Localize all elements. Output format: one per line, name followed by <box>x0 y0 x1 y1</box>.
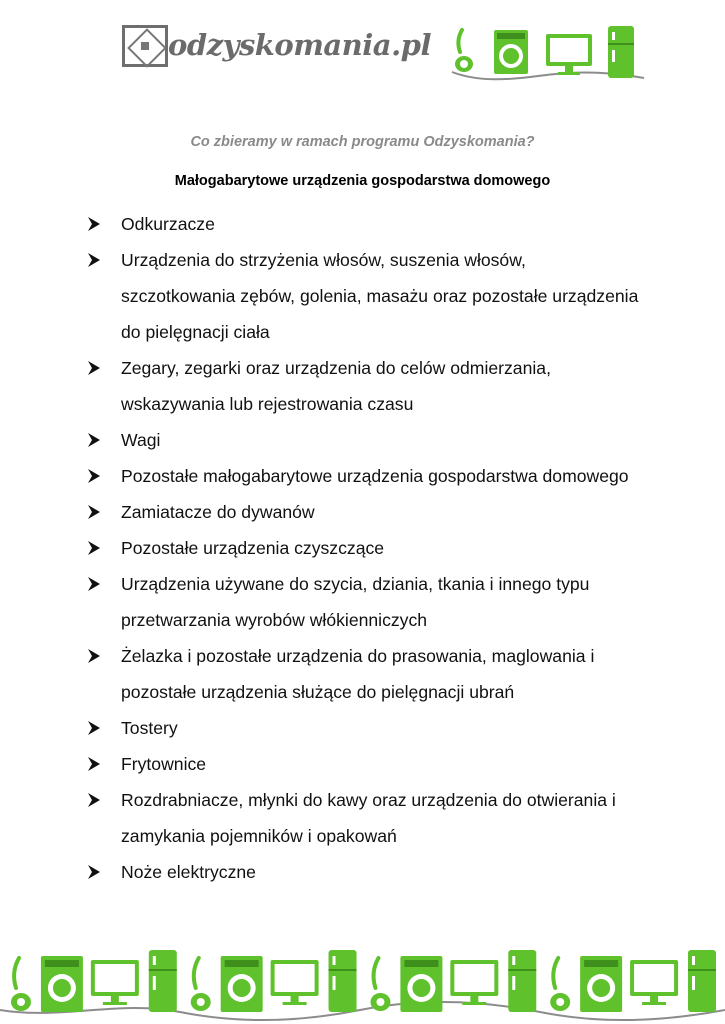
list-item <box>84 566 684 638</box>
list-item-text: Frytownice <box>121 754 207 774</box>
tv-icon <box>271 960 319 1005</box>
list-item-text: Pozostałe urządzenia czyszczące <box>121 538 385 558</box>
washing-machine-icon <box>41 956 83 1012</box>
vacuum-icon <box>370 958 390 1011</box>
list-item-text: Urządzenia używane do szycia, dziania, tkania i innego typu <box>121 574 590 594</box>
fridge-icon <box>329 950 357 1012</box>
list-item <box>84 350 684 422</box>
list-item-text: wskazywania lub rejestrowania czasu <box>121 394 414 414</box>
odzyskomania-logo <box>122 22 431 82</box>
appliances-footer-border <box>0 940 725 1024</box>
tv-icon <box>450 960 498 1005</box>
arrow-bullet-icon <box>86 458 108 494</box>
list-item-text: Zegary, zegarki oraz urządzenia do celów odmierzania, <box>121 358 551 378</box>
tv-icon <box>546 34 592 75</box>
arrow-bullet-icon <box>86 746 108 782</box>
arrow-bullet-icon <box>86 710 108 746</box>
list-item-text: do pielęgnacji ciała <box>121 322 270 342</box>
washing-machine-icon <box>400 956 442 1012</box>
list-item <box>84 638 684 710</box>
page-title: Co zbieramy w ramach programu Odzyskomania? <box>190 134 535 150</box>
appliances-banner <box>448 20 646 88</box>
arrow-bullet-icon <box>86 494 108 530</box>
list-item <box>84 206 684 242</box>
fridge-icon <box>608 26 634 78</box>
tv-icon <box>630 960 678 1005</box>
list-item <box>84 242 684 350</box>
list-item <box>84 422 684 458</box>
list-item <box>84 854 684 890</box>
list-item-text: Urządzenia do strzyżenia włosów, suszenia włosów, <box>121 250 526 270</box>
vacuum-icon <box>455 30 473 72</box>
vacuum-icon <box>11 958 31 1011</box>
list-item-text: Odkurzacze <box>121 214 215 234</box>
arrow-bullet-icon <box>86 530 108 566</box>
list-item-text: Żelazka i pozostałe urządzenia do prasowania, maglowania i <box>121 646 595 666</box>
list-item <box>84 710 684 746</box>
section-subtitle: Małogabarytowe urządzenia gospodarstwa domowego <box>174 173 551 189</box>
list-item-text: zamykania pojemników i opakowań <box>121 826 397 846</box>
list-item-text: Tostery <box>121 718 178 738</box>
fridge-icon <box>508 950 536 1012</box>
arrow-bullet-icon <box>86 854 108 890</box>
list-item <box>84 494 684 530</box>
arrow-bullet-icon <box>86 350 108 386</box>
page-header <box>0 0 725 100</box>
list-item-text: Zamiatacze do dywanów <box>121 502 315 522</box>
list-item <box>84 530 684 566</box>
arrow-bullet-icon <box>86 422 108 458</box>
vacuum-icon <box>550 958 570 1011</box>
list-item <box>84 458 684 494</box>
list-item-text: pozostałe urządzenia służące do pielęgnacji ubrań <box>121 682 515 702</box>
list-item-text: Pozostałe małogabarytowe urządzenia gospodarstwa domowego <box>121 466 629 486</box>
arrow-bullet-icon <box>86 782 108 818</box>
fridge-icon <box>688 950 716 1012</box>
washing-machine-icon <box>221 956 263 1012</box>
list-item-text: przetwarzania wyrobów włókienniczych <box>121 610 428 630</box>
logo-text: odzyskomania.pl <box>168 28 431 62</box>
washing-machine-icon <box>494 30 528 74</box>
list-item-text: Wagi <box>121 430 161 450</box>
fridge-icon <box>149 950 177 1012</box>
list-item-text: Noże elektryczne <box>121 862 256 882</box>
vacuum-icon <box>191 958 211 1011</box>
arrow-bullet-icon <box>86 206 108 242</box>
logo-symbol-icon <box>122 25 168 67</box>
arrow-bullet-icon <box>86 638 108 674</box>
list-item <box>84 746 684 782</box>
list-item-text: Rozdrabniacze, młynki do kawy oraz urządzenia do otwierania i <box>121 790 616 810</box>
arrow-bullet-icon <box>86 242 108 278</box>
list-item-text: szczotkowania zębów, golenia, masażu oraz pozostałe urządzenia <box>121 286 639 306</box>
arrow-bullet-icon <box>86 566 108 602</box>
list-item <box>84 782 684 854</box>
washing-machine-icon <box>580 956 622 1012</box>
collected-items-list <box>84 206 684 890</box>
tv-icon <box>91 960 139 1005</box>
